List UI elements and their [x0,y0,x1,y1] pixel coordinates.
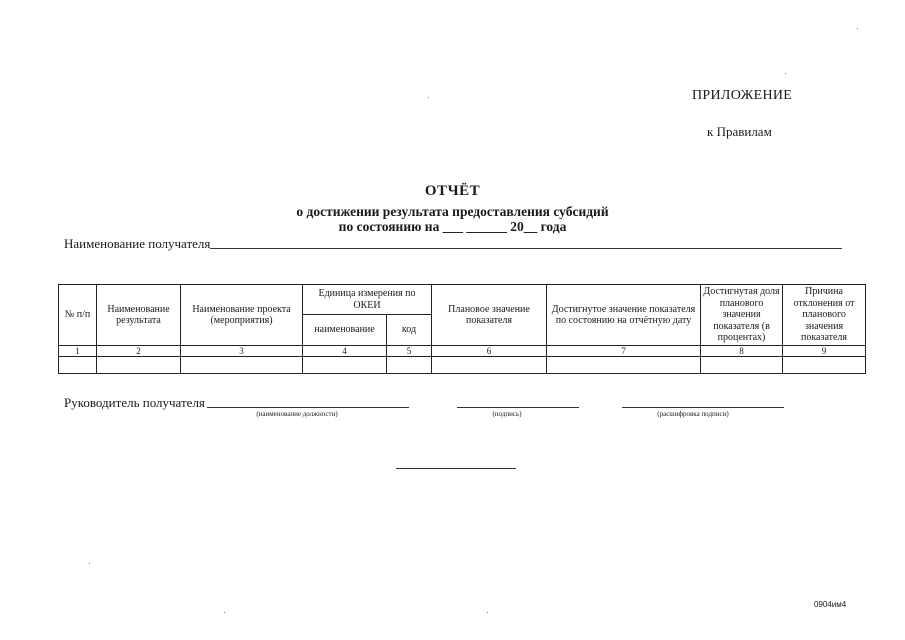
stamp-line [396,468,516,469]
scan-speck [785,73,786,74]
header-result-name: Наименование результата [97,285,181,346]
decoding-caption: (расшифровка подписи) [657,410,729,418]
document-code: 0904им4 [814,600,847,609]
column-number: 8 [701,346,783,357]
report-table [58,284,866,374]
scan-speck [224,612,225,613]
column-number: 7 [547,346,701,357]
header-reason: Причина отклонения от планового значения показателя [783,285,866,346]
table-cell [432,357,547,374]
table-cell [181,357,303,374]
column-number: 6 [432,346,547,357]
header-unit-code: код [387,315,432,346]
column-number: 1 [59,346,97,357]
column-number: 4 [303,346,387,357]
table-cell [59,357,97,374]
recipient-label: Наименование получателя [64,236,211,251]
scan-speck [487,612,488,613]
header-achieved: Достигнутое значение показателя по состоянию на отчётную дату [547,285,701,346]
column-number: 9 [783,346,866,357]
header-num: № п/п [59,285,97,346]
header-unit-group: Единица измерения по ОКЕИ [303,285,432,315]
column-number: 5 [387,346,432,357]
report-title: ОТЧЁТ [424,183,481,199]
manager-label: Руководитель получателя [64,395,205,410]
column-number: 3 [181,346,303,357]
report-date-line: по состоянию на ___ ______ 20__ года [338,219,567,234]
column-number: 2 [97,346,181,357]
decoding-fill-line [622,407,784,408]
scan-speck [428,97,429,98]
signature-fill-line [457,407,579,408]
signature-caption: (подпись) [492,410,522,418]
table-cell [547,357,701,374]
table-cell [783,357,866,374]
appendix-title: ПРИЛОЖЕНИЕ [692,88,793,103]
header-project-name: Наименование проекта (мероприятия) [181,285,303,346]
table-cell [303,357,387,374]
appendix-subtitle: к Правилам [707,124,772,139]
header-unit-name: наименование [303,315,387,346]
table-cell [701,357,783,374]
header-share: Достигнутая доля планового значения показателя (в процентах) [701,285,783,346]
position-fill-line [207,407,409,408]
recipient-fill-line [210,248,842,249]
table-row [59,357,866,374]
table-cell [97,357,181,374]
scan-speck [89,563,90,564]
header-planned: Плановое значение показателя [432,285,547,346]
scan-speck [857,28,858,29]
column-number-row [59,346,866,357]
table-cell [387,357,432,374]
report-subtitle: о достижении результата предоставления субсидий [296,204,609,219]
position-caption: (наименование должности) [256,410,338,418]
